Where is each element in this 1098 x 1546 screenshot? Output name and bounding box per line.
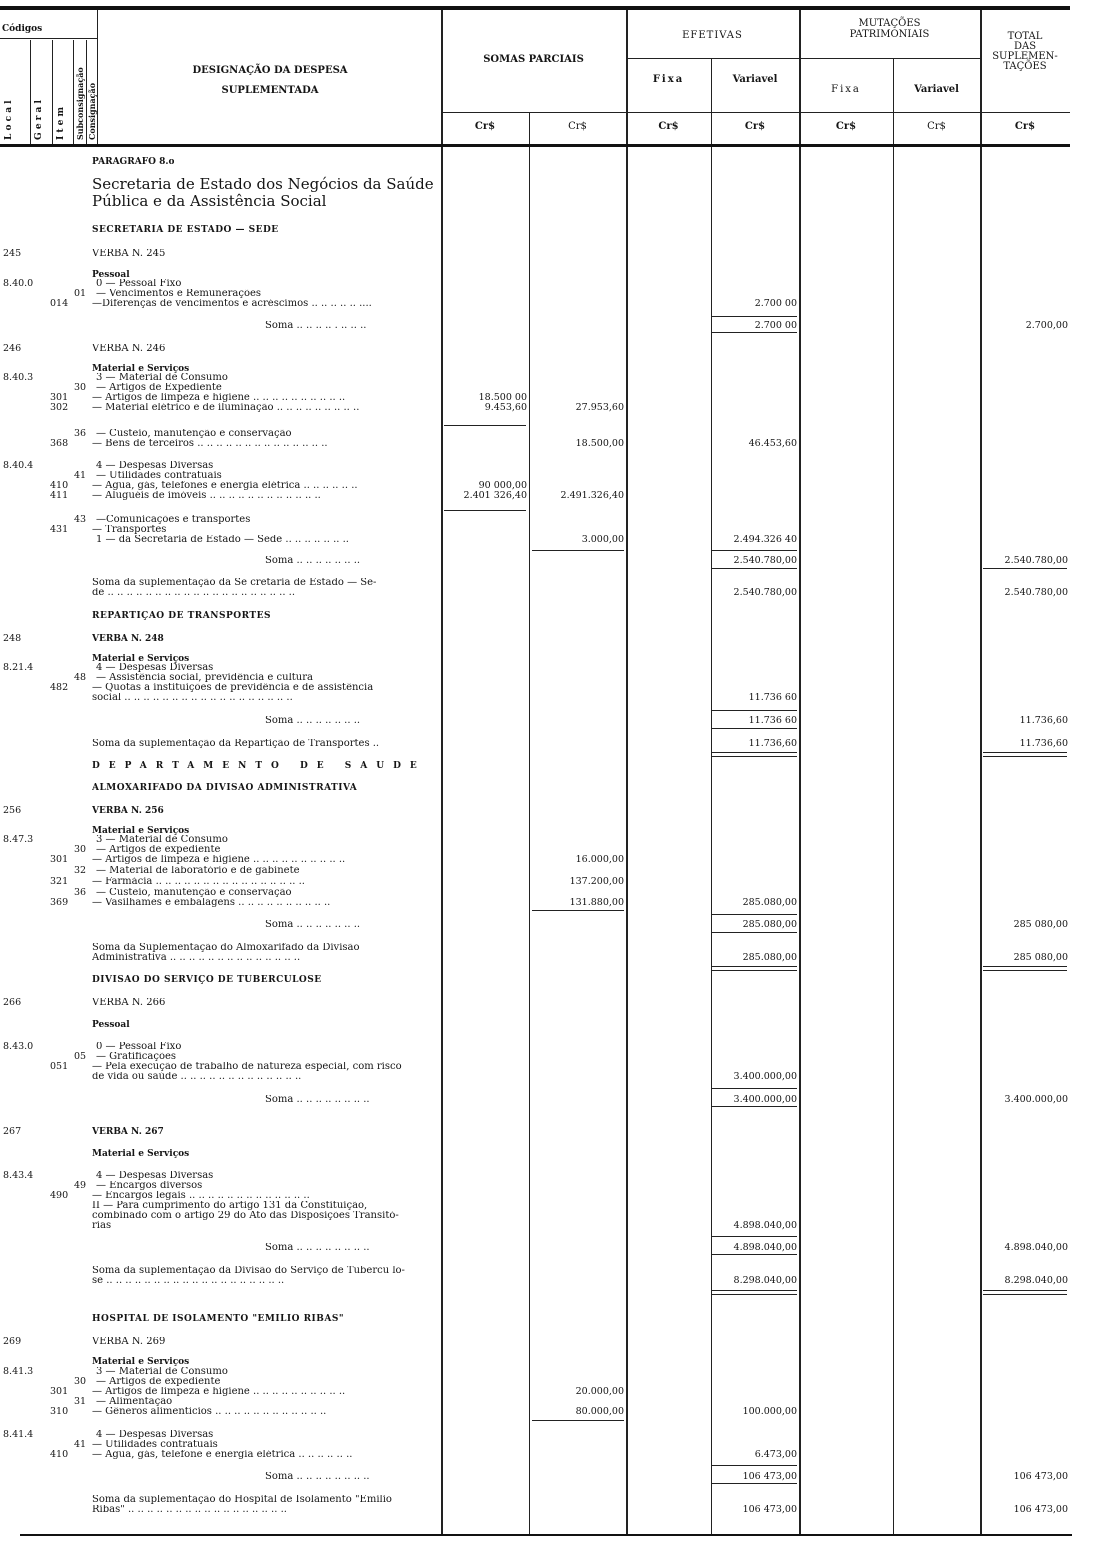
header-item: I t e m — [56, 106, 66, 140]
designacao-text: — Artigos de expediente — [96, 1377, 221, 1387]
designacao-text: Material e Serviços — [92, 654, 190, 664]
designacao-text: — Assistência social, previdência e cultura — [96, 673, 313, 683]
header-designacao-1: DESIGNAÇÃO DA DESPESA — [192, 65, 348, 76]
code-subconsignacao: 301 — [50, 1386, 69, 1397]
cr-fixa: Cr$ — [658, 121, 679, 132]
designacao-text: —Diferenças de vencimentos e acréscimos .. .. .. .. .. .... — [92, 299, 372, 309]
header-total-4: TAÇÕES — [1003, 61, 1047, 72]
cr-somas-1: Cr$ — [474, 121, 496, 132]
designacao-text: — Alimentação — [96, 1397, 173, 1407]
designacao-text: 3 — Material de Consumo — [96, 835, 228, 845]
code-subconsignacao: 411 — [50, 490, 69, 501]
designacao-text: 1 — da Secretaria de Estado — Sede .. .. .. .. .. .. .. — [96, 535, 349, 545]
designacao-text: de .. .. .. .. .. .. .. .. .. .. .. .. .. .. .. .. .. .. .. .. — [92, 588, 296, 598]
designacao-text: SECRETARIA DE ESTADO — SEDE — [92, 225, 279, 235]
designacao-text: DIVISAO DO SERVIÇO DE TUBERCULOSE — [92, 975, 322, 985]
value-t: 3.400.000,00 — [1004, 1094, 1068, 1105]
header-mfixa: Fixa — [831, 84, 861, 95]
designacao-text: Soma .. .. .. .. .. .. .. .. — [265, 1243, 370, 1253]
col-line-designacao — [441, 10, 443, 1534]
code-local: 269 — [3, 1336, 22, 1347]
col-line-mfixa — [893, 58, 894, 1534]
designacao-text: Soma da suplementação da Divisão do Serviço de Tubercu lo- — [92, 1266, 405, 1276]
designacao-text: Material e Serviços — [92, 1357, 190, 1367]
designacao-text: VERBA N. 269 — [92, 1337, 166, 1347]
code-subconsignacao: 051 — [50, 1061, 69, 1072]
designacao-text: VERBA N. 267 — [92, 1127, 164, 1137]
value-s2: 16.000,00 — [575, 854, 624, 865]
designacao-text: Soma .. .. .. .. .. .. .. .. — [265, 1472, 370, 1482]
designacao-text: VERBA N. 256 — [92, 806, 164, 816]
designacao-text: — Encargos diversos — [96, 1181, 203, 1191]
code-local: 8.41.3 — [3, 1366, 34, 1377]
efetivas-rule — [626, 58, 980, 59]
col-line-local — [30, 40, 31, 146]
cr-mfixa: Cr$ — [835, 121, 857, 132]
value-s2: 3.000,00 — [581, 534, 624, 545]
code-local: 256 — [3, 805, 22, 816]
header-somas: SOMAS PARCIAIS — [483, 54, 584, 65]
designacao-text: — Transportes — [92, 525, 167, 535]
code-subconsignacao: 368 — [50, 438, 69, 449]
value-s2: 18.500,00 — [575, 438, 624, 449]
value-ef: 11.736,60 — [748, 738, 797, 749]
header-rule — [0, 144, 1070, 147]
header-geral: G e r a l — [34, 100, 44, 140]
value-t: 2.540.780,00 — [1004, 555, 1068, 566]
code-local: 8.43.0 — [3, 1041, 34, 1052]
code-subconsignacao: 431 — [50, 524, 69, 535]
cr-variavel: Cr$ — [744, 121, 766, 132]
code-consignacao: 30 — [74, 382, 87, 393]
code-subconsignacao: 014 — [50, 298, 69, 309]
designacao-text: Soma da suplementação da Se cretaria de Estado — Se- — [92, 578, 377, 588]
header-total-1: TOTAL — [1007, 31, 1043, 42]
header-total-3: SUPLEMEN- — [992, 51, 1058, 62]
code-consignacao: 32 — [74, 865, 87, 876]
header-designacao-2: SUPLEMENTADA — [221, 85, 319, 96]
designacao-text: — Custeio, manutenção e conservação — [96, 429, 292, 439]
code-local: 8.40.4 — [3, 460, 34, 471]
designacao-text: se .. .. .. .. .. .. .. .. .. .. .. .. .. .. .. .. .. .. .. — [92, 1276, 285, 1286]
code-subconsignacao: 410 — [50, 1449, 69, 1460]
designacao-text: — Quotas a instituições de previdência e de assistência — [92, 683, 374, 693]
col-line-consig — [97, 10, 98, 146]
code-subconsignacao: 490 — [50, 1190, 69, 1201]
value-ef: 2.540.780,00 — [733, 555, 797, 566]
designacao-text: — Vasilhames e embalagens .. .. .. .. .. .. .. .. .. .. — [92, 898, 331, 908]
code-local: 267 — [3, 1126, 22, 1137]
designacao-text: Material e Serviços — [92, 364, 190, 374]
designacao-text: 4 — Despesas Diversas — [96, 461, 214, 471]
designacao-text: PARAGRAFO 8.o — [92, 157, 175, 167]
code-consignacao: 30 — [74, 1376, 87, 1387]
designacao-text: — Artigos de limpeza e higiene .. .. .. .. .. .. .. .. .. .. — [92, 1387, 346, 1397]
bottom-rule — [20, 1534, 1072, 1536]
designacao-text: — Utilidades contratuais — [92, 1440, 218, 1450]
designacao-text: ALMOXARIFADO DA DIVISAO ADMINISTRATIVA — [92, 783, 358, 793]
designacao-text: REPARTIÇAO DE TRANSPORTES — [92, 611, 271, 621]
col-line-mutacoes — [980, 10, 982, 1534]
designacao-text: — Vencimentos e Remunerações — [96, 289, 262, 299]
header-fixa: Fixa — [652, 74, 685, 85]
designacao-text: — Material de laboratório e de gabinete — [96, 866, 300, 876]
value-ef: 3.400.000,00 — [733, 1094, 797, 1105]
designacao-text: Soma da suplementação do Hospital de Isolamento "Emilio — [92, 1495, 392, 1505]
col-line-item — [73, 40, 74, 146]
designacao-text: — Agua, gás, telefone e energia elétrica .. .. .. .. .. .. — [92, 1450, 353, 1460]
designacao-text: DEPARTAMENTO DE SAÚDE — [92, 761, 426, 771]
designacao-text: Pessoal — [92, 1020, 130, 1030]
designacao-text: — Pela execução de trabalho de natureza especial, com risco — [92, 1062, 402, 1072]
value-t: 8.298.040,00 — [1004, 1275, 1068, 1286]
designacao-text: — Artigos de Expediente — [96, 383, 222, 393]
code-subconsignacao: 301 — [50, 392, 69, 403]
designacao-text: 0 — Pessoal Fixo — [96, 279, 182, 289]
header-local: L o c a l — [4, 100, 14, 140]
designacao-text: Administrativa .. .. .. .. .. .. .. .. .. .. .. .. .. .. — [92, 953, 301, 963]
value-s2: 27.953,60 — [575, 402, 624, 413]
designacao-text: VERBA N. 266 — [92, 998, 166, 1008]
cr-mvariavel: Cr$ — [927, 121, 946, 132]
value-ef: 285.080,00 — [742, 919, 797, 930]
code-subconsignacao: 301 — [50, 854, 69, 865]
value-ef: 106 473,00 — [742, 1471, 797, 1482]
designacao-text: — Artigos de limpeza e higiene .. .. .. .. .. .. .. .. .. .. — [92, 855, 346, 865]
codigos-rule — [0, 38, 97, 39]
designacao-text: 4 — Despesas Diversas — [96, 1171, 214, 1181]
designacao-text: Soma da suplementação da Repartição de Transportes .. — [92, 739, 380, 749]
designacao-text: Pessoal — [92, 270, 130, 280]
header-mutacoes-2: PATRIMONIAIS — [849, 29, 930, 40]
value-s2: 20.000,00 — [575, 1386, 624, 1397]
designacao-text: 3 — Material de Consumo — [96, 1367, 228, 1377]
value-ef: 11.736 60 — [748, 692, 797, 703]
designacao-text: VERBA N. 246 — [92, 344, 166, 354]
value-s2: 131.880,00 — [569, 897, 624, 908]
value-t: 4.898.040,00 — [1004, 1242, 1068, 1253]
value-t: 285 080,00 — [1013, 952, 1068, 963]
designacao-text: — Gratificações — [96, 1052, 177, 1062]
value-ef: 2.700 00 — [754, 320, 797, 331]
code-consignacao: 49 — [74, 1180, 87, 1191]
value-ef: 100.000,00 — [742, 1406, 797, 1417]
code-local: 8.43.4 — [3, 1170, 34, 1181]
header-subconsignacao: Subconsignação — [75, 67, 85, 140]
header-mutacoes-1: MUTAÇÕES — [858, 18, 921, 29]
designacao-text: Ribas" .. .. .. .. .. .. .. .. .. .. .. .. .. .. .. .. .. — [92, 1505, 287, 1515]
value-ef: 285.080,00 — [742, 952, 797, 963]
designacao-text: — Encargos legais .. .. .. .. .. .. .. .. .. .. .. .. .. — [92, 1191, 310, 1201]
code-consignacao: 36 — [74, 887, 87, 898]
designacao-text: 0 — Pessoal Fixo — [96, 1042, 182, 1052]
value-ef: 6.473,00 — [754, 1449, 797, 1460]
code-consignacao: 30 — [74, 844, 87, 855]
value-s1: 2.401 326,40 — [463, 490, 527, 501]
designacao-text: — Artigos de limpeza e higiene .. .. .. .. .. .. .. .. .. .. — [92, 393, 346, 403]
value-t: 106 473,00 — [1013, 1471, 1068, 1482]
value-s1: 9.453,60 — [484, 402, 527, 413]
designacao-text: VERBA N. 245 — [92, 249, 166, 259]
code-local: 8.47.3 — [3, 834, 34, 845]
designacao-text: VERBA N. 248 — [92, 634, 164, 644]
value-ef: 8.298.040,00 — [733, 1275, 797, 1286]
code-consignacao: 01 — [74, 288, 87, 299]
top-rule — [0, 6, 1070, 10]
designacao-text: social .. .. .. .. .. .. .. .. .. .. .. .. .. .. .. .. .. .. — [92, 693, 293, 703]
designacao-text: 4 — Despesas Diversas — [96, 1430, 214, 1440]
value-ef: 106 473,00 — [742, 1504, 797, 1515]
designacao-text: — Material elétrico e de iluminação .. .. .. .. .. .. .. .. .. — [92, 403, 360, 413]
code-consignacao: 05 — [74, 1051, 87, 1062]
code-consignacao: 31 — [74, 1396, 87, 1407]
designacao-text: Soma da Suplementação do Almoxarifado da Divisão — [92, 943, 360, 953]
value-s1: 18.500 00 — [478, 392, 527, 403]
value-s2: 80.000,00 — [575, 1406, 624, 1417]
value-ef: 2.700 00 — [754, 298, 797, 309]
designacao-text: — Agua, gás, telefones e energia elétrica .. .. .. .. .. .. — [92, 481, 358, 491]
value-t: 285 080,00 — [1013, 919, 1068, 930]
code-subconsignacao: 369 — [50, 897, 69, 908]
value-t: 11.736,60 — [1019, 738, 1068, 749]
designacao-text: 3 — Material de Consumo — [96, 373, 228, 383]
header-variavel: Variavel — [732, 74, 778, 85]
designacao-text: rias — [92, 1221, 112, 1231]
value-ef: 2.494.326 40 — [733, 534, 797, 545]
value-t: 2.700,00 — [1025, 320, 1068, 331]
designacao-text: Material e Serviços — [92, 1149, 190, 1159]
designacao-text: — Bens de terceiros .. .. .. .. .. .. .. .. .. .. .. .. .. .. — [92, 439, 328, 449]
code-consignacao: 41 — [74, 1439, 87, 1450]
code-consignacao: 43 — [74, 514, 87, 525]
designacao-text: Secretaria de Estado dos Negócios da Saúde — [92, 176, 434, 193]
value-s2: 2.491.326,40 — [560, 490, 624, 501]
code-local: 8.21.4 — [3, 662, 34, 673]
value-t: 106 473,00 — [1013, 1504, 1068, 1515]
designacao-text: Material e Serviços — [92, 826, 190, 836]
designacao-text: Soma .. .. .. .. .. .. .. — [265, 920, 361, 930]
value-ef: 3.400.000,00 — [733, 1071, 797, 1082]
col-line-somas — [626, 10, 628, 1534]
header-mvariavel: Variavel — [914, 84, 959, 95]
designacao-text: Soma .. .. .. .. . .. .. .. — [265, 321, 367, 331]
designacao-text: Soma .. .. .. .. .. .. .. — [265, 556, 361, 566]
designacao-text: — Aluguéis de imóveis .. .. .. .. .. .. .. .. .. .. .. .. — [92, 491, 321, 501]
code-local: 8.40.3 — [3, 372, 34, 383]
designacao-text: combinado com o artigo 29 do Ato das Disposições Transitó- — [92, 1211, 399, 1221]
col-line-geral — [52, 40, 53, 146]
designacao-text: Soma .. .. .. .. .. .. .. .. — [265, 1095, 370, 1105]
code-local: 8.41.4 — [3, 1429, 34, 1440]
code-subconsignacao: 302 — [50, 402, 69, 413]
designacao-text: HOSPITAL DE ISOLAMENTO "EMILIO RIBAS" — [92, 1314, 345, 1324]
value-s1: 90 000,00 — [478, 480, 527, 491]
cr-total: Cr$ — [1014, 121, 1036, 132]
value-t: 2.540.780,00 — [1004, 587, 1068, 598]
designacao-text: — Farmácia .. .. .. .. .. .. .. .. .. .. .. .. .. .. .. .. — [92, 877, 305, 887]
designacao-text: Pública e da Assistência Social — [92, 193, 327, 210]
code-subconsignacao: 310 — [50, 1406, 69, 1417]
designacao-text: de vida ou saúde .. .. .. .. .. .. .. .. .. .. .. .. .. — [92, 1072, 302, 1082]
designacao-text: — Custeio, manutenção e conservação — [96, 888, 292, 898]
designacao-text: 4 — Despesas Diversas — [96, 663, 214, 673]
code-local: 245 — [3, 248, 22, 259]
designacao-text: — Gêneros alimentícios .. .. .. .. .. .. .. .. .. .. .. .. — [92, 1407, 327, 1417]
code-consignacao: 36 — [74, 428, 87, 439]
code-local: 8.40.0 — [3, 278, 34, 289]
header-consignacao: Consignação — [87, 82, 97, 140]
code-consignacao: 41 — [74, 470, 87, 481]
cr-somas-2: Cr$ — [568, 121, 587, 132]
value-t: 11.736,60 — [1019, 715, 1068, 726]
value-ef: 11.736 60 — [748, 715, 797, 726]
header-codigos: Códigos — [2, 24, 43, 34]
header-total-2: DAS — [1013, 41, 1037, 52]
col-line-fixa — [711, 58, 712, 1534]
header-efetivas: EFETIVAS — [682, 30, 743, 41]
value-ef: 46.453,60 — [748, 438, 797, 449]
cr-rule — [441, 112, 1070, 113]
code-subconsignacao: 410 — [50, 480, 69, 491]
value-s2: 137.200,00 — [569, 876, 624, 887]
designacao-text: —Comunicações e transportes — [96, 515, 251, 525]
designacao-text: Soma .. .. .. .. .. .. .. — [265, 716, 361, 726]
code-local: 266 — [3, 997, 22, 1008]
code-subconsignacao: 482 — [50, 682, 69, 693]
code-subconsignacao: 321 — [50, 876, 69, 887]
code-local: 246 — [3, 343, 22, 354]
designacao-text: II — Para cumprimento do artigo 131 da Constituição, — [92, 1201, 368, 1211]
designacao-text: — Artigos de expediente — [96, 845, 221, 855]
value-ef: 2.540.780,00 — [733, 587, 797, 598]
value-ef: 4.898.040,00 — [733, 1220, 797, 1231]
designacao-text: — Utilidades contratuais — [96, 471, 222, 481]
code-consignacao: 48 — [74, 672, 87, 683]
col-line-somas-mid — [529, 112, 530, 1534]
value-ef: 285.080,00 — [742, 897, 797, 908]
value-ef: 4.898.040,00 — [733, 1242, 797, 1253]
col-line-efetivas — [799, 10, 801, 1534]
code-local: 248 — [3, 633, 22, 644]
